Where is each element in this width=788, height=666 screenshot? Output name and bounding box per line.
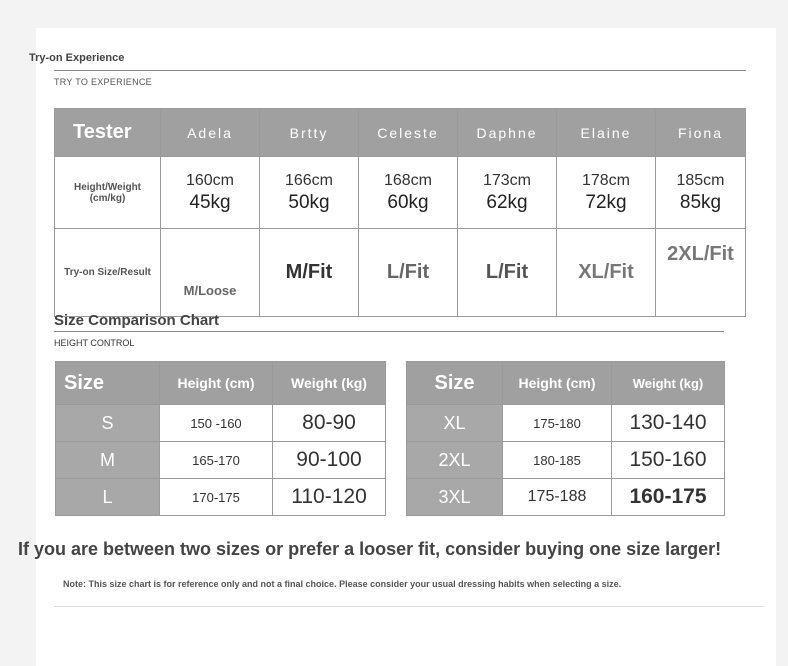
size-value: 2XL: [407, 442, 503, 479]
result-cell: [458, 229, 557, 317]
weight-value: 45kg: [189, 191, 231, 213]
divider: [54, 606, 764, 607]
weight-value: 50kg: [288, 191, 330, 213]
height-header: Height (cm): [160, 362, 273, 405]
result-value: 2XL/Fit: [667, 243, 734, 265]
size-row: [407, 405, 725, 442]
tester-name: Brtty: [260, 109, 359, 157]
tester-name: Celeste: [359, 109, 458, 157]
weight-range: 160-175: [612, 479, 725, 516]
height-value: 166cm: [284, 171, 334, 189]
result-cell: [557, 229, 656, 317]
size-row: [56, 442, 386, 479]
weight-value: 60kg: [387, 191, 429, 213]
measure-cell: [458, 157, 557, 229]
height-range: 150 -160: [160, 405, 273, 442]
page-title: Try-on Experience: [29, 52, 125, 64]
size-row: [407, 479, 725, 516]
weight-value: 62kg: [486, 191, 528, 213]
page-subtitle: TRY TO EXPERIENCE: [54, 77, 152, 87]
size-value: M: [56, 442, 160, 479]
size-tip: If you are between two sizes or prefer a looser fit, consider buying one size larger!: [18, 539, 722, 559]
size-table-left: [55, 361, 386, 516]
height-range: 165-170: [160, 442, 273, 479]
tester-header-row: [55, 109, 746, 157]
weight-value: 72kg: [585, 191, 627, 213]
size-table-right: [406, 361, 725, 516]
divider: [54, 70, 746, 71]
tester-name: Fiona: [656, 109, 746, 157]
size-row: [56, 479, 386, 516]
measure-cell: [656, 157, 746, 229]
size-chart-subtitle: HEIGHT CONTROL: [54, 338, 135, 348]
height-weight-row: [55, 157, 746, 229]
size-row: [56, 405, 386, 442]
measure-cell: [260, 157, 359, 229]
height-value: 173cm: [482, 171, 532, 189]
weight-range: 130-140: [612, 405, 725, 442]
height-header: Height (cm): [503, 362, 612, 405]
tester-name: Daphne: [458, 109, 557, 157]
height-value: 168cm: [383, 171, 433, 189]
size-header-row: [56, 362, 386, 405]
size-value: XL: [407, 405, 503, 442]
weight-range: 80-90: [273, 405, 386, 442]
weight-range: 110-120: [273, 479, 386, 516]
measure-cell: [557, 157, 656, 229]
weight-header: Weight (kg): [612, 362, 725, 405]
height-value: 160cm: [185, 171, 235, 189]
weight-range: 90-100: [273, 442, 386, 479]
measure-cell: [359, 157, 458, 229]
height-range: 170-175: [160, 479, 273, 516]
size-chart-title: Size Comparison Chart: [54, 312, 220, 329]
measure-cell: [161, 157, 260, 229]
result-cell: [359, 229, 458, 317]
result-cell: [260, 229, 359, 317]
size-header: Size: [407, 362, 503, 405]
tester-table: [54, 108, 746, 317]
size-header: Size: [56, 362, 160, 405]
weight-range: 150-160: [612, 442, 725, 479]
size-value: 3XL: [407, 479, 503, 516]
result-row: [55, 229, 746, 317]
height-weight-label: Height/Weight (cm/kg): [55, 157, 161, 229]
result-cell: [656, 229, 746, 317]
weight-value: 85kg: [679, 191, 722, 213]
height-range: 180-185: [503, 442, 612, 479]
size-value: L: [56, 479, 160, 516]
height-range: 175-180: [503, 405, 612, 442]
tester-name: Elaine: [557, 109, 656, 157]
weight-header: Weight (kg): [273, 362, 386, 405]
result-label: Try-on Size/Result: [55, 229, 161, 317]
result-value: M/Fit: [285, 261, 333, 283]
height-value: 178cm: [581, 171, 631, 189]
height-value: 185cm: [676, 171, 725, 189]
result-cell: [161, 229, 260, 317]
disclaimer-note: Note: This size chart is for reference only and not a final choice. Please consider your usual dressing habits when selecting a size.: [63, 579, 622, 589]
tester-name: Adela: [161, 109, 260, 157]
result-value: L/Fit: [386, 261, 430, 283]
height-range: 175-188: [503, 479, 612, 516]
result-value: XL/Fit: [578, 261, 634, 283]
result-value: M/Loose: [183, 283, 237, 298]
size-row: [407, 442, 725, 479]
result-value: L/Fit: [485, 261, 529, 283]
size-header-row: [407, 362, 725, 405]
tester-label: Tester: [55, 109, 161, 157]
size-value: S: [56, 405, 160, 442]
divider: [54, 331, 724, 332]
